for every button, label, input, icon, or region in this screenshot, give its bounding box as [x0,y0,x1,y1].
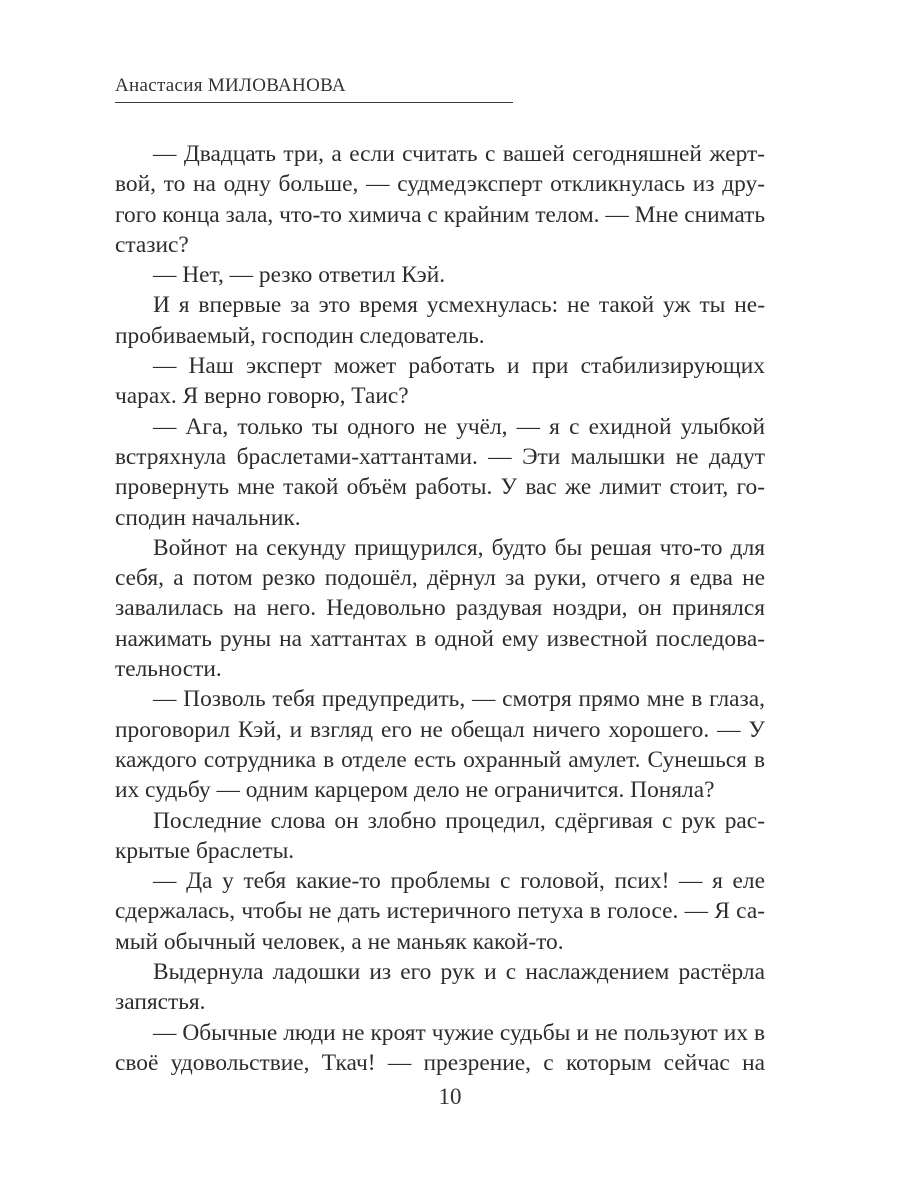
paragraph: — Двадцать три, а если считать с вашей сегодняшней жертвой, то на одну больше, — судмедэксперт откликнулась из другого конца зала, что-то химича с крайним телом. — Мне снимать стазис? [115,141,765,258]
author-first-name: Анастасия [115,75,208,96]
paragraph: — Наш эксперт может работать и при стабилизирующих чарах. Я верно говорю, Таис? [115,353,765,410]
paragraph: Войнот на секунду прищурился, будто бы решая что-то для себя, а потом резко подошёл, дёрнул за руки, отчего я едва не завалилась на него. Недовольно раздувая ноздри, он принялся нажимать руны на хаттантах в одной ему известной последовательности. [115,534,765,683]
paragraph: И я впервые за это время усмехнулась: не такой уж ты непробиваемый, господин следователь. [115,292,765,349]
paragraph: — Позволь тебя предупредить, — смотря прямо мне в глаза, проговорил Кэй, и взгляд его не обещал ничего хорошего. — У каждого сотрудника в отделе есть охранный амулет. Сунешься в их судьбу — одним карцером дело не ограничится. Поняла? [115,686,765,804]
paragraph: Выдернула ладошки из его рук и с наслаждением растёрла запястья. [115,959,765,1016]
author-last-name: МИЛОВАНОВА [207,75,346,96]
running-header [115,74,513,103]
paragraph: — Ага, только ты одного не учёл, — я с ехидной улыбкой встряхнула браслетами-хаттантами. — Эти малышки не дадут провернуть мне такой объём работы. У вас же лимит стоит, господин начальник. [115,413,765,531]
body-text [115,139,765,1078]
paragraph: — Обычные люди не кроят чужие судьбы и не пользуют их в своё удовольствие, Ткач! — презрение, с которым сейчас на [115,1019,765,1076]
page-number: 10 [438,1084,462,1109]
paragraph: Последние слова он злобно процедил, сдёргивая с рук раскрытые браслеты. [115,807,765,864]
paragraph: — Да у тебя какие-то проблемы с головой, псих! — я еле сдержалась, чтобы не дать истеричного петуха в голосе. — Я самый обычный человек, а не маньяк какой-то. [115,868,765,955]
paragraph: — Нет, — резко ответил Кэй. [153,262,446,289]
